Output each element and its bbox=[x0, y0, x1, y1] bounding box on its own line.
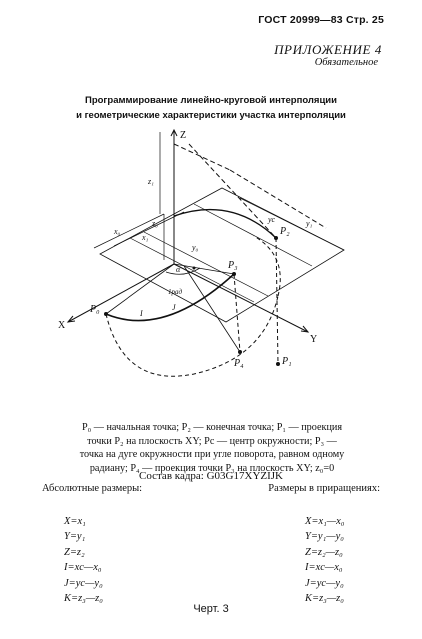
point-pc bbox=[193, 267, 196, 270]
plane-line-2 bbox=[144, 232, 268, 296]
y-axis-line bbox=[174, 264, 308, 332]
page-header: ГОСТ 20999—83 Стр. 25 bbox=[258, 14, 384, 26]
legend-line-3: точка на дуге окружности при угле поворота, равном одному bbox=[79, 449, 345, 460]
radius-line-3 bbox=[184, 266, 240, 352]
one-rad-label: 1рад bbox=[168, 288, 183, 296]
incremental-eq-j: J=yc—y₀ bbox=[305, 577, 344, 589]
legend-line-1: P₀ — начальная точка; P₂ — конечная точка; P₁ — проекция bbox=[81, 422, 343, 433]
p2-label: P₂ bbox=[280, 226, 290, 237]
interpolation-diagram bbox=[44, 126, 374, 394]
p1-label: P₁ bbox=[282, 356, 292, 367]
figure-legend bbox=[42, 421, 382, 475]
p4-label: P₄ bbox=[234, 358, 244, 369]
p0-label: P₀ bbox=[90, 304, 100, 315]
title-line-1: Программирование линейно-круговой интерполяции bbox=[85, 95, 337, 106]
x0-label: x₀ bbox=[114, 227, 121, 236]
appendix-title: ПРИЛОЖЕНИЕ 4 bbox=[274, 42, 382, 57]
x1-label: x₁ bbox=[142, 233, 149, 242]
absolute-eq-y: Y=y₁ bbox=[64, 531, 86, 543]
absolute-eq-k: K=z₃—z₀ bbox=[64, 592, 103, 604]
point-p1 bbox=[276, 362, 280, 366]
i-label: I bbox=[140, 309, 143, 318]
p2-projection bbox=[276, 238, 278, 364]
z-axis-label: Z bbox=[180, 130, 187, 141]
figure-caption: Черт. 3 bbox=[193, 603, 229, 615]
incremental-equations bbox=[305, 514, 344, 606]
plane-line-3 bbox=[194, 204, 312, 266]
p3-projection bbox=[234, 274, 240, 352]
dashed-diag-2 bbox=[174, 144, 230, 170]
xy-plane bbox=[100, 188, 344, 322]
x-axis-line bbox=[68, 264, 174, 322]
dashed-circle bbox=[106, 296, 278, 376]
appendix-subtitle: Обязательное bbox=[314, 57, 378, 68]
radius-line-1 bbox=[106, 264, 174, 314]
absolute-eq-i: I=xc—x₀ bbox=[64, 562, 102, 574]
legend-line-2: точки P₂ на плоскость XY; Pс — центр окружности; P₃ — bbox=[87, 435, 337, 447]
absolute-heading: Абсолютные размеры: bbox=[42, 483, 143, 494]
absolute-eq-j: J=yc—y₀ bbox=[64, 577, 103, 589]
j-label: J bbox=[172, 303, 176, 312]
yc-label: yс bbox=[268, 215, 276, 224]
frame-composition: Состав кадра: G03G17XYZIJK bbox=[139, 470, 283, 482]
title-line-2: и геометрические характеристики участка интерполяции bbox=[76, 110, 346, 121]
absolute-eq-z: Z=z₂ bbox=[64, 546, 85, 558]
point-p2 bbox=[274, 236, 278, 240]
z1-label: z₁ bbox=[148, 177, 154, 186]
alpha-label: α bbox=[176, 265, 181, 274]
point-p4 bbox=[238, 350, 242, 354]
point-p3 bbox=[232, 272, 236, 276]
dim-y1 bbox=[240, 198, 344, 250]
incremental-eq-k: K=z₃—z₀ bbox=[305, 592, 344, 604]
y-axis-label: Y bbox=[310, 334, 318, 345]
point-p0 bbox=[104, 312, 108, 316]
absolute-eq-x: X=x₁ bbox=[64, 516, 86, 527]
y1-label: y₁ bbox=[306, 219, 313, 228]
section-title bbox=[0, 93, 422, 123]
incremental-eq-x: X=x₁—x₀ bbox=[305, 516, 345, 527]
incremental-eq-i: I=xc—x₀ bbox=[305, 562, 343, 574]
helix-curve bbox=[174, 210, 276, 238]
absolute-equations bbox=[64, 514, 103, 606]
incremental-eq-y: Y=y₁—y₀ bbox=[305, 531, 344, 543]
y0-label: y₀ bbox=[192, 243, 199, 252]
incremental-eq-z: Z=z₂—z₀ bbox=[305, 546, 343, 558]
z0-label: z₀ bbox=[152, 219, 158, 228]
legend-line-4: радиану; P₄ — проекция точки P₃ на плоскость XY; z₀=0 bbox=[89, 462, 335, 474]
incremental-heading: Размеры в приращениях: bbox=[268, 483, 380, 494]
p3-label: P₃ bbox=[228, 260, 238, 271]
x-axis-label: X bbox=[58, 320, 66, 331]
